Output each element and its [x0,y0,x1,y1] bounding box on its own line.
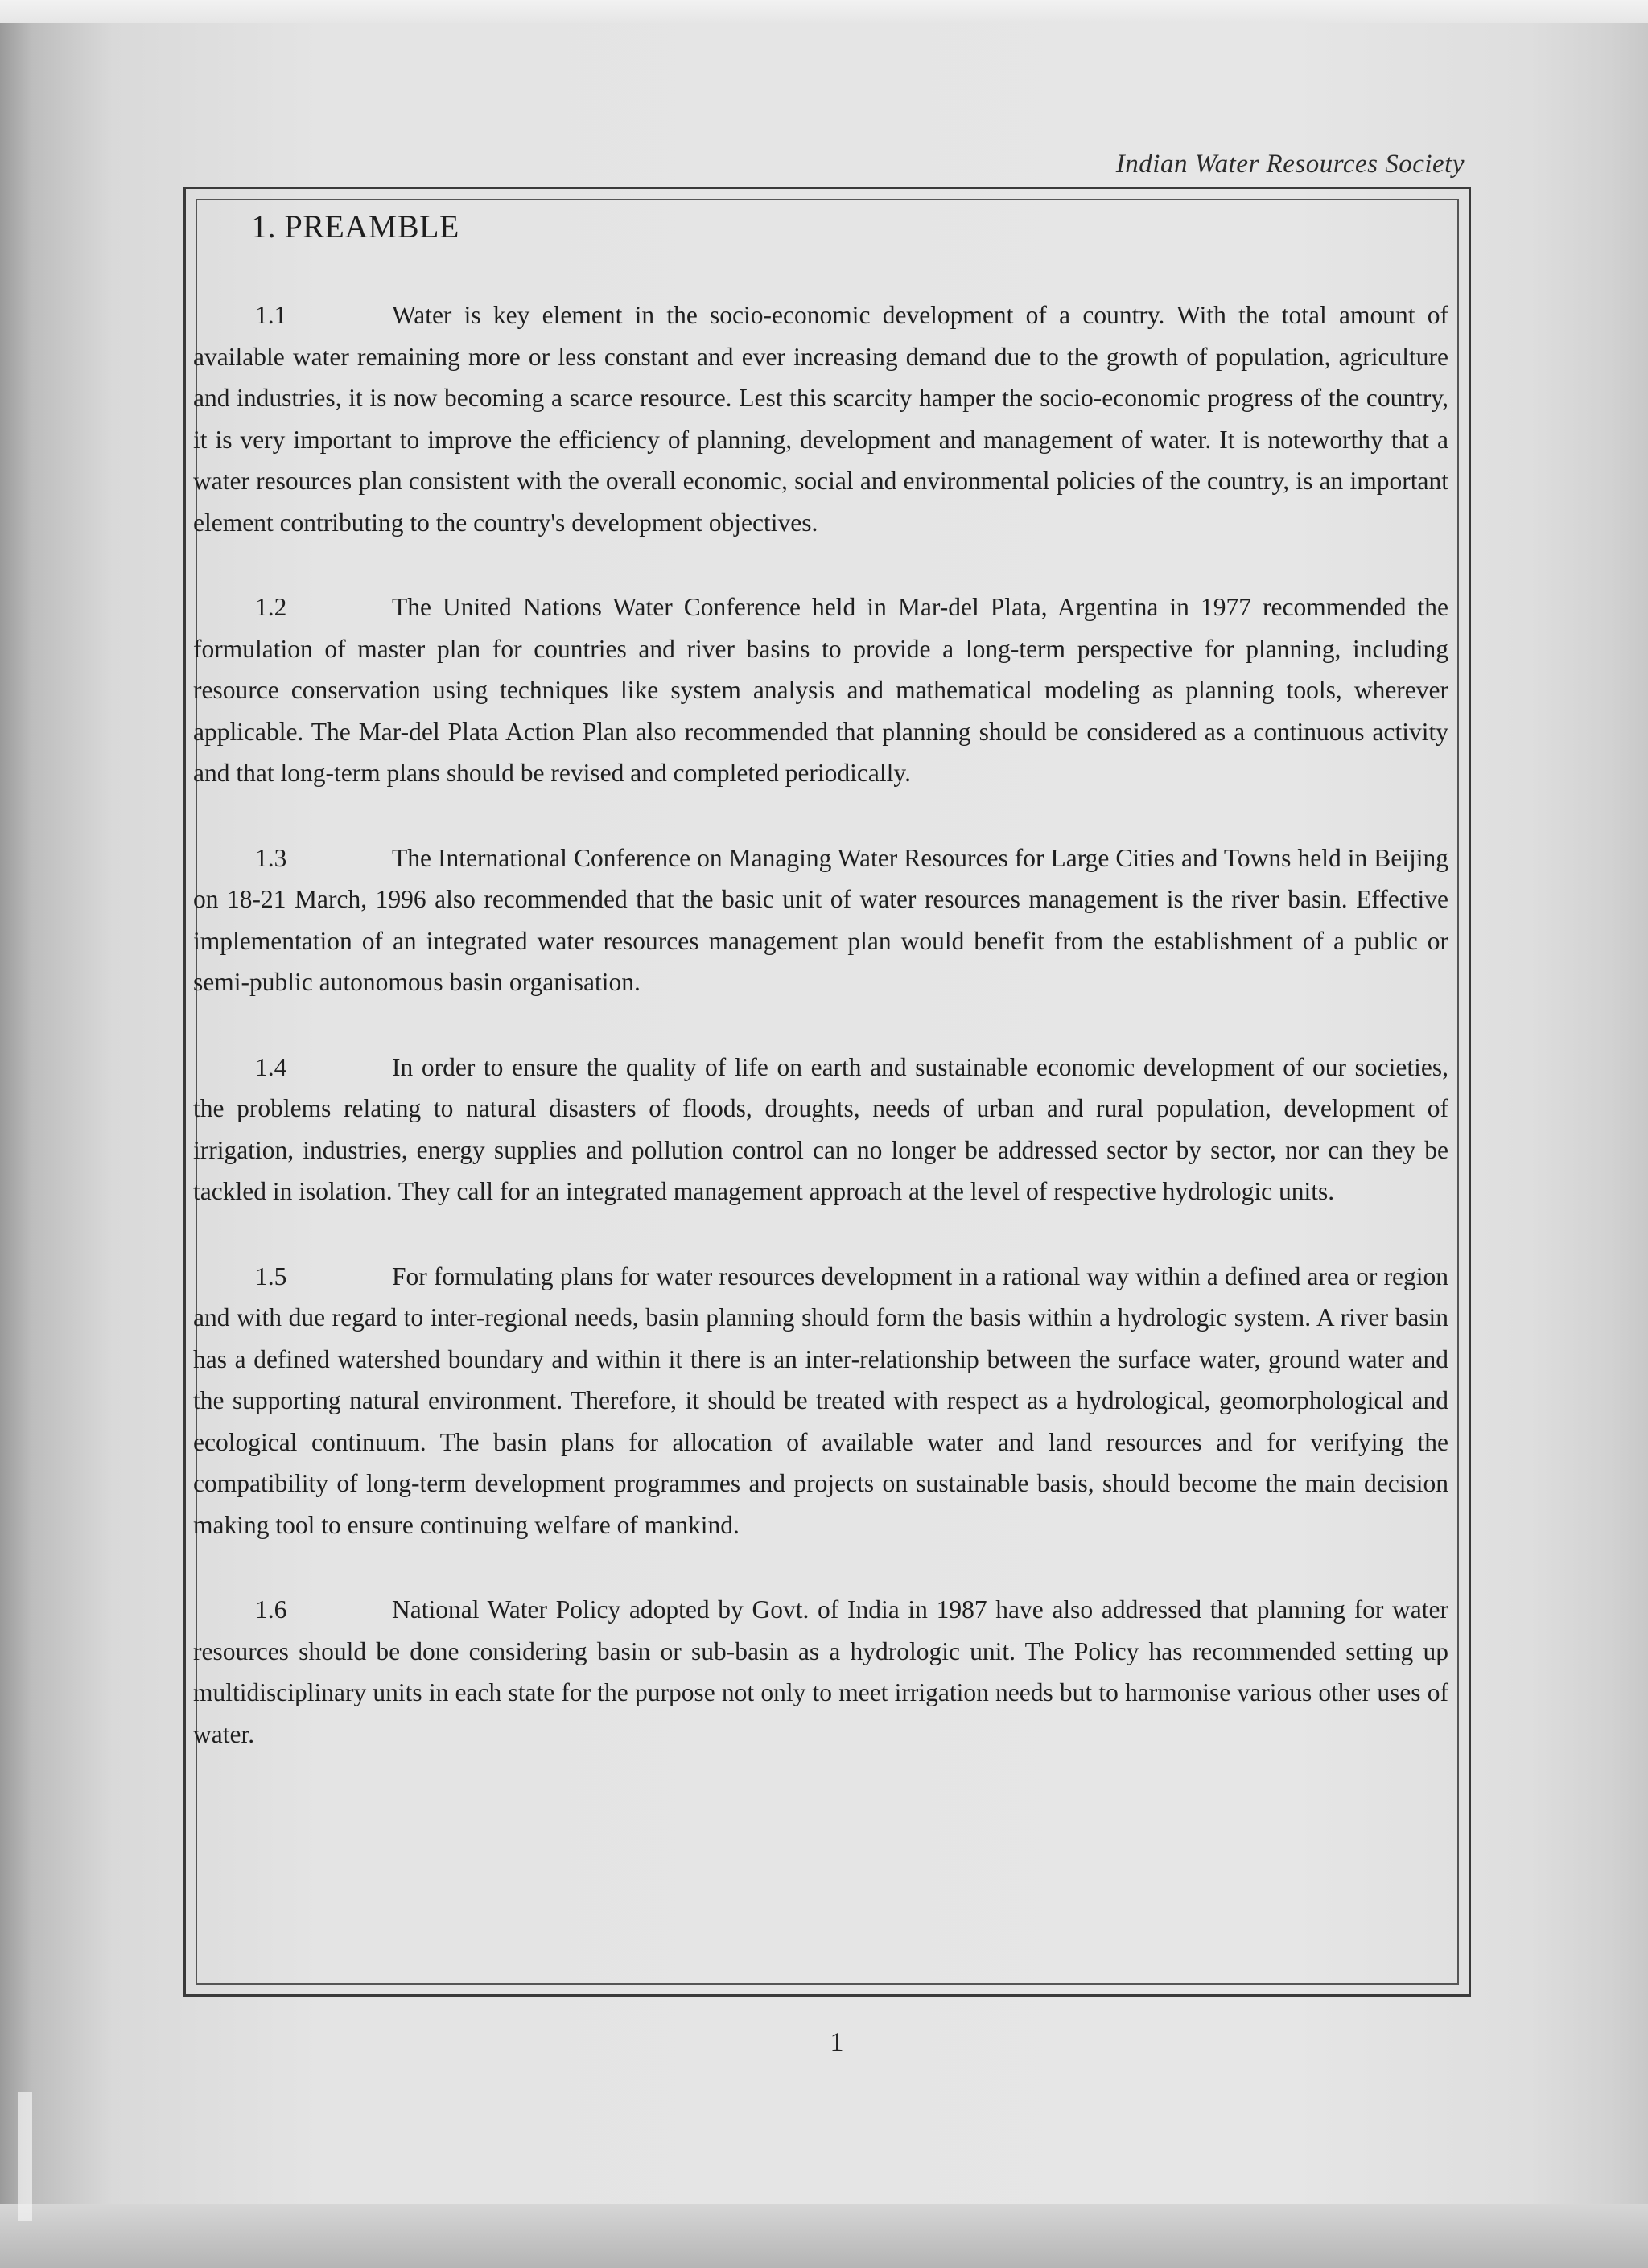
paragraph-spacer [193,543,1448,587]
paragraph-text: National Water Policy adopted by Govt. of India in 1987 have also addressed that planning for water resources should be done considering basin or sub-basin as a hydrologic unit. The Policy has recommended setting up multidisciplinary units in each state for the purpose not only to meet irrigation needs but to harmonise various other uses of water. [193,1595,1448,1748]
scan-bottom-edge [0,2204,1648,2268]
scan-top-edge [0,0,1648,23]
spine-mark [18,2092,32,2221]
paragraph-number: 1.6 [255,1595,287,1624]
paragraph-text: The International Conference on Managing Water Resources for Large Cities and Towns held in Beijing on 18-21 March, 1996 also recommended that the basic unit of water resources management is the river basin. Effective implementation of an integrated water resources management plan would benefit from the establishment of a public or semi-public autonomous basin organisation. [193,843,1448,996]
paragraph-number: 1.2 [255,593,287,621]
paragraph-1-6 [193,1589,1448,1755]
paragraph-1-3 [193,838,1448,1003]
paragraph-1-4 [193,1047,1448,1212]
paragraph-text: For formulating plans for water resources development in a rational way within a defined area or region and with due regard to inter-regional needs, basin planning should form the basis within a hydrologic system. A river basin has a defined watershed boundary and within it there is an inter-relationship between the surface water, ground water and the supporting natural environment. Therefore, it should be treated with respect as a hydrological, geomorphological and ecological continuum. The basin plans for allocation of available water and land resources and for verifying the compatibility of long-term development programmes and projects on sustainable basis, should become the main decision making tool to ensure continuing welfare of mankind. [193,1262,1448,1539]
paragraph-number: 1.5 [255,1262,287,1290]
paragraph-text: Water is key element in the socio-economic development of a country. With the total amount of available water remaining more or less constant and ever increasing demand due to the growth of population, agriculture and industries, it is now becoming a scarce resource. Lest this scarcity hamper the socio-economic progress of the country, it is very important to improve the efficiency of planning, development and management of water. It is noteworthy that a water resources plan consistent with the overall economic, social and environmental policies of the country, is an important element contributing to the country's development objectives. [193,301,1448,537]
section-heading: 1. PREAMBLE [251,208,459,245]
paragraph-number: 1.1 [255,301,287,329]
paragraph-1-5 [193,1256,1448,1546]
paragraph-spacer [193,794,1448,838]
running-head: Indian Water Resources Society [1115,150,1465,179]
paragraph-spacer [193,1546,1448,1589]
paragraph-spacer [193,1003,1448,1047]
paragraph-number: 1.4 [255,1052,287,1081]
page-number: 1 [830,2027,844,2057]
paragraph-text: The United Nations Water Conference held in Mar-del Plata, Argentina in 1977 recommended the formulation of master plan for countries and river basins to provide a long-term perspective for planning, including resource conservation using techniques like system analysis and mathematical modeling as planning tools, wherever applicable. The Mar-del Plata Action Plan also recommended that planning should be considered as a continuous activity and that long-term plans should be revised and completed periodically. [193,593,1448,787]
paragraph-number: 1.3 [255,843,287,872]
paragraph-1-1 [193,294,1448,543]
paragraph-spacer [193,1212,1448,1256]
paragraph-text: In order to ensure the quality of life on earth and sustainable economic development of our societies, the problems relating to natural disasters of floods, droughts, needs of urban and rural population, development of irrigation, industries, energy supplies and pollution control can no longer be addressed sector by sector, nor can they be tackled in isolation. They call for an integrated management approach at the level of respective hydrologic units. [193,1052,1448,1205]
preamble-body [193,294,1448,1755]
paragraph-1-2 [193,587,1448,794]
